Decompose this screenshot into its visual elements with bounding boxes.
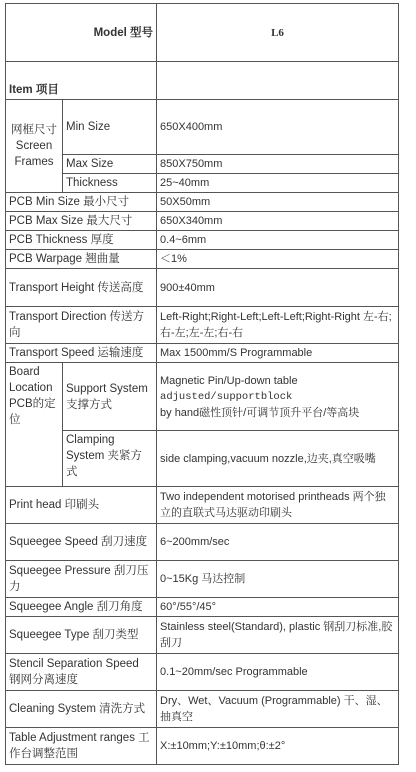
stencil-separation-label: Stencil Separation Speed 钢网分离速度 <box>6 654 157 691</box>
model-label: Model 型号 <box>6 4 157 62</box>
table-adjustment-label: Table Adjustment ranges 工作台调整范围 <box>6 728 157 765</box>
transport-speed-label: Transport Speed 运输速度 <box>6 344 157 363</box>
pcb-max-label: PCB Max Size 最大尺寸 <box>6 212 157 231</box>
transport-height-value: 900±40mm <box>157 269 399 307</box>
pcb-warpage-label: PCB Warpage 翘曲量 <box>6 250 157 269</box>
squeegee-angle-value: 60°/55°/45° <box>157 598 399 617</box>
support-line-1: Magnetic Pin/Up-down table <box>160 374 298 387</box>
frame-thickness-label: Thickness <box>63 174 157 193</box>
pcb-thickness-label: PCB Thickness 厚度 <box>6 231 157 250</box>
squeegee-angle-label: Squeegee Angle 刮刀角度 <box>6 598 157 617</box>
cleaning-system-value: Dry、Wet、Vacuum (Programmable) 干、湿、抽真空 <box>157 691 399 728</box>
squeegee-type-value: Stainless steel(Standard), plastic 钢刮刀标准,胶刮刀 <box>157 617 399 654</box>
pcb-thickness-value: 0.4~6mm <box>157 231 399 250</box>
frame-max-label: Max Size <box>63 155 157 174</box>
item-label: Item 项目 <box>6 62 157 100</box>
cleaning-system-label: Cleaning System 清洗方式 <box>6 691 157 728</box>
squeegee-type-label: Squeegee Type 刮刀类型 <box>6 617 157 654</box>
pcb-min-value: 50X50mm <box>157 193 399 212</box>
print-head-value: Two independent motorised printheads 两个独立的直联式马达驱动印刷头 <box>157 487 399 524</box>
squeegee-speed-value: 6~200mm/sec <box>157 524 399 561</box>
frame-min-label: Min Size <box>63 100 157 155</box>
pcb-max-value: 650X340mm <box>157 212 399 231</box>
transport-speed-value: Max 1500mm/S Programmable <box>157 344 399 363</box>
frame-thickness-value: 25~40mm <box>157 174 399 193</box>
print-head-label: Print head 印刷头 <box>6 487 157 524</box>
table-adjustment-value: X:±10mm;Y:±10mm;θ:±2° <box>157 728 399 765</box>
frame-min-value: 650X400mm <box>157 100 399 155</box>
clamping-system-label: Clamping System 夹紧方式 <box>63 431 157 487</box>
transport-direction-value: Left-Right;Right-Left;Left-Left;Right-Right 左-右;右-左;左-左;右-右 <box>157 307 399 344</box>
clamping-system-value: side clamping,vacuum nozzle,边夹,真空吸嘴 <box>157 431 399 487</box>
support-line-2: adjusted/supportblock <box>160 390 293 403</box>
item-value-empty <box>157 62 399 100</box>
support-system-label: Support System 支撑方式 <box>63 363 157 431</box>
frame-label: 网框尺寸 Screen Frames <box>6 100 63 193</box>
spec-table <box>5 3 399 765</box>
transport-direction-label: Transport Direction 传送方向 <box>6 307 157 344</box>
stencil-separation-value: 0.1~20mm/sec Programmable <box>157 654 399 691</box>
squeegee-pressure-label: Squeegee Pressure 刮刀压力 <box>6 561 157 598</box>
support-system-value <box>157 363 399 431</box>
transport-height-label: Transport Height 传送高度 <box>6 269 157 307</box>
frame-max-value: 850X750mm <box>157 155 399 174</box>
pcb-min-label: PCB Min Size 最小尺寸 <box>6 193 157 212</box>
pcb-warpage-value: ＜1% <box>157 250 399 269</box>
squeegee-pressure-value: 0~15Kg 马达控制 <box>157 561 399 598</box>
squeegee-speed-label: Squeegee Speed 刮刀速度 <box>6 524 157 561</box>
model-value: L6 <box>157 4 399 62</box>
support-line-3: by hand磁性顶针/可调节顶升平台/等高块 <box>160 406 360 419</box>
board-location-label: Board Location PCB的定位 <box>6 363 63 487</box>
